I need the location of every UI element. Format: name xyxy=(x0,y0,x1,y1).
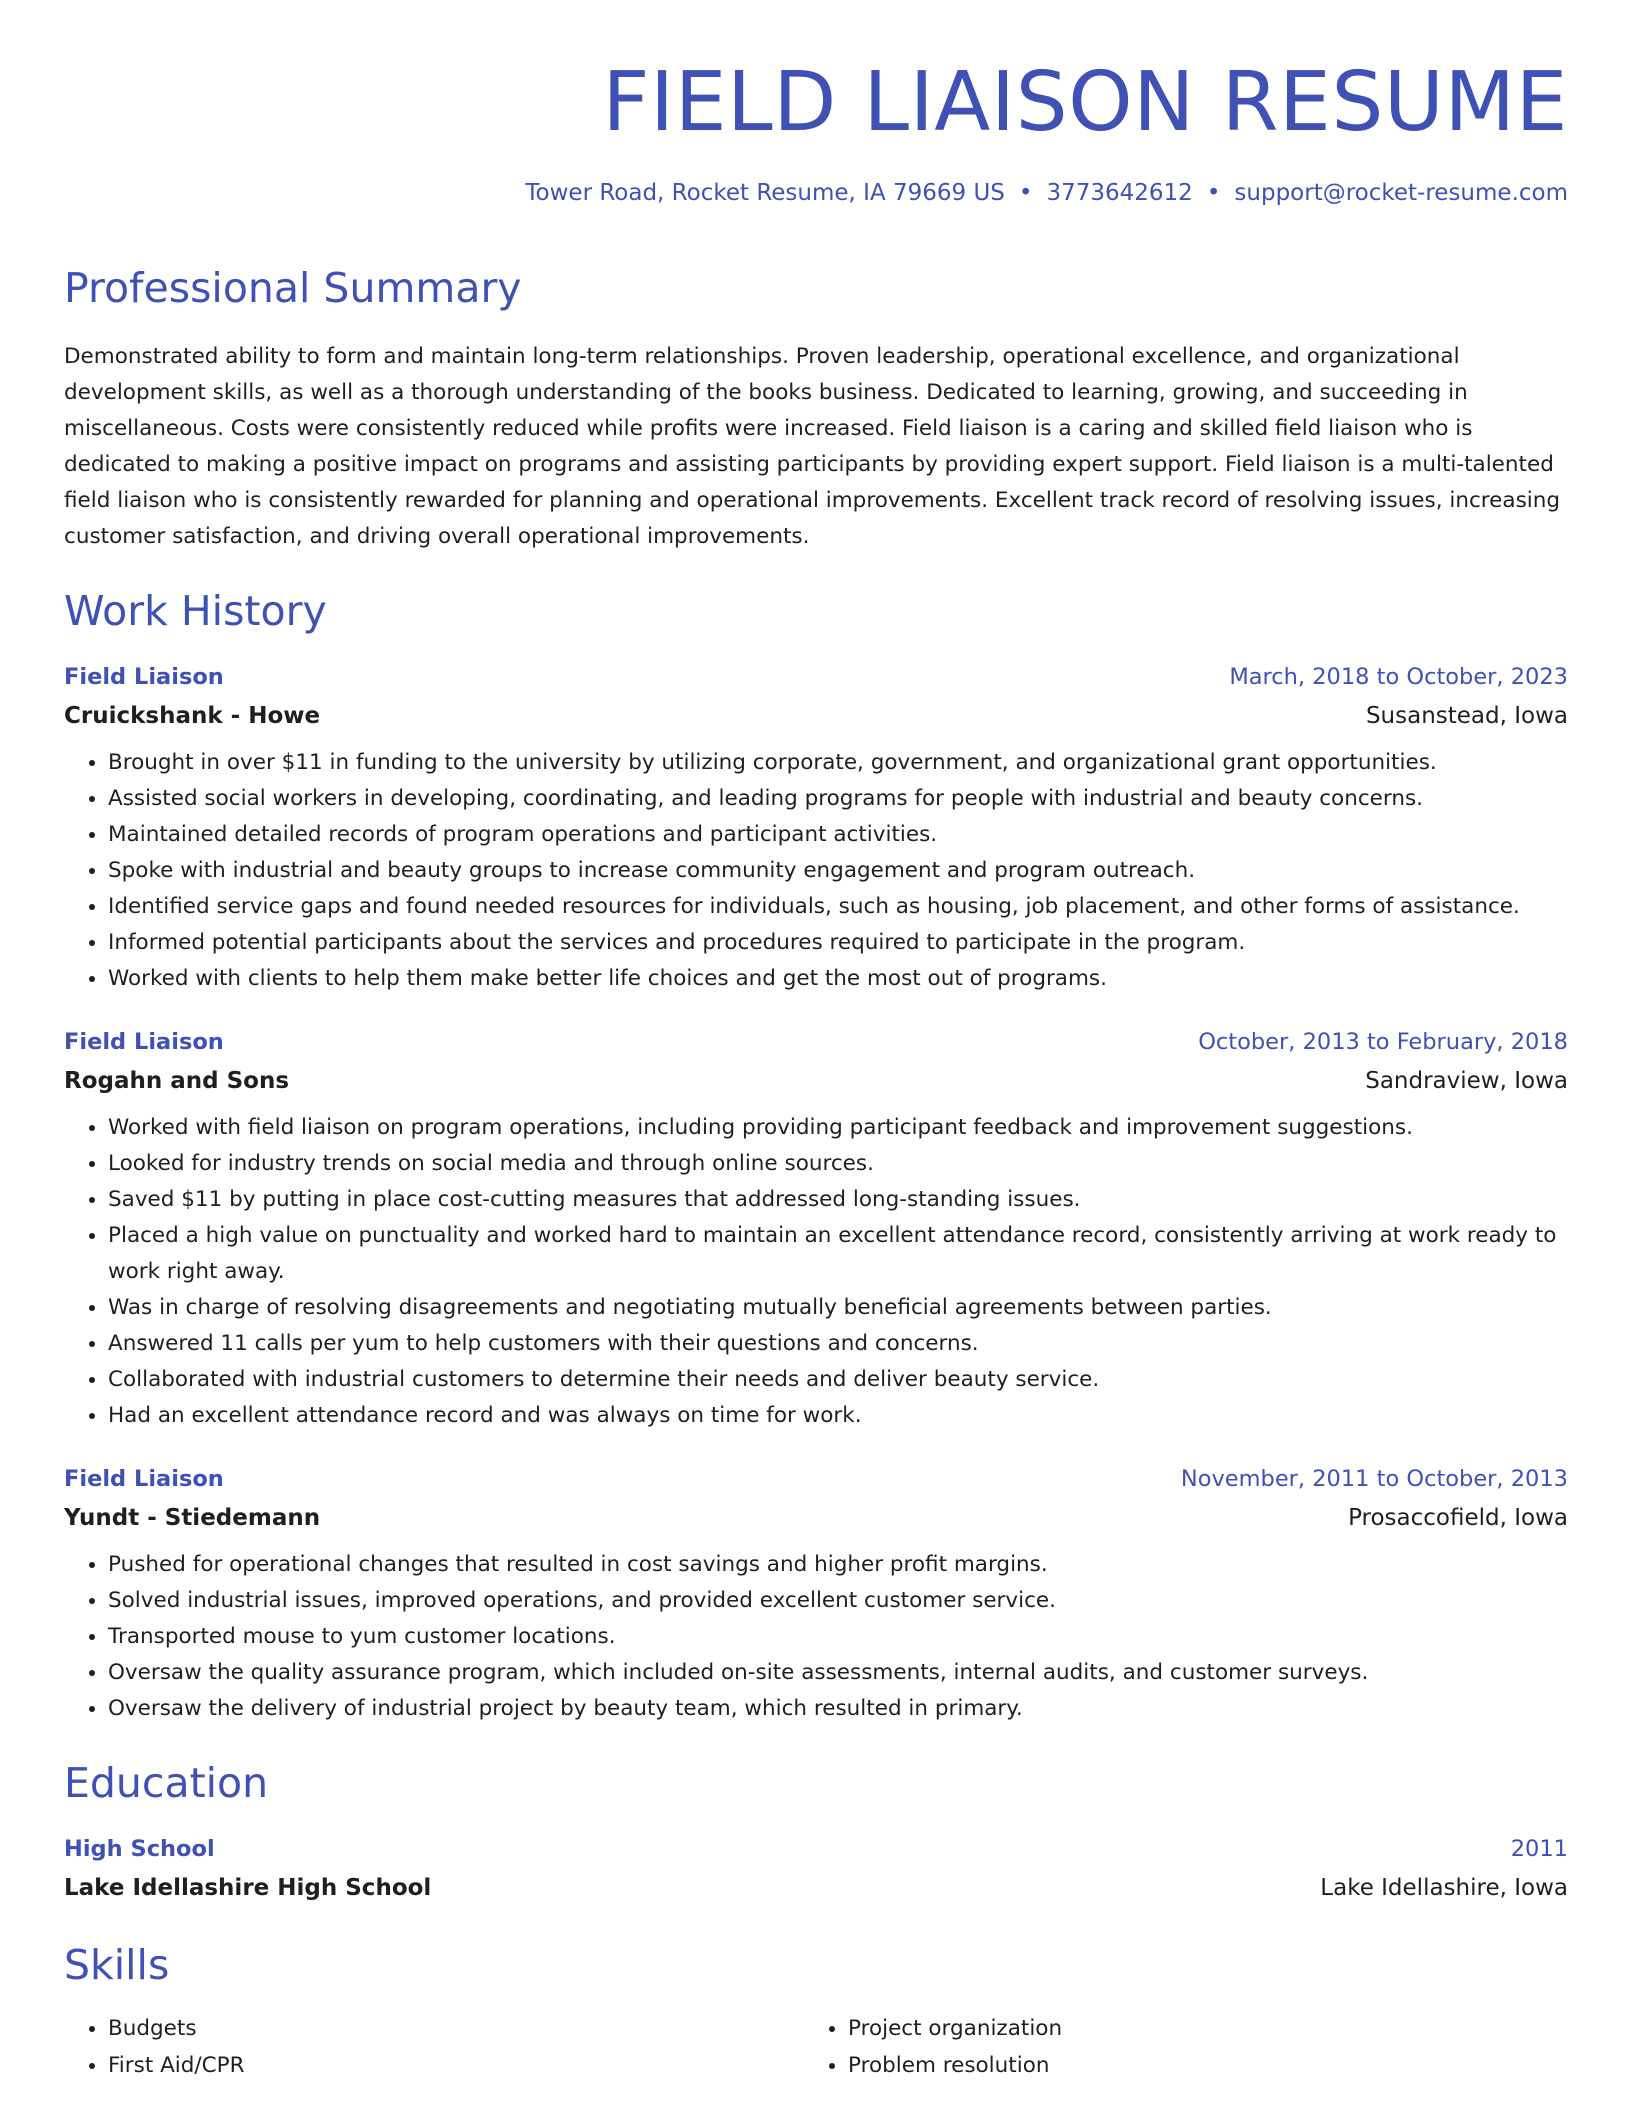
job-role: Field Liaison xyxy=(64,663,224,690)
job-location: Susanstead, Iowa xyxy=(1365,702,1568,729)
contact-separator: • xyxy=(1018,180,1033,206)
skill-item: • Budgets xyxy=(108,2010,804,2047)
job-bullet: • Identified service gaps and found needed resources for individuals, such as housing, job placement, and other forms of assistance. xyxy=(108,889,1568,925)
skills-grid xyxy=(64,2010,1568,2084)
skill-item: • First Aid/CPR xyxy=(108,2047,804,2084)
job-bullet: • Informed potential participants about the services and procedures required to participate in the program. xyxy=(108,925,1568,961)
job-location: Sandraview, Iowa xyxy=(1365,1067,1568,1094)
job-bullet: • Pushed for operational changes that resulted in cost savings and higher profit margins. xyxy=(108,1547,1568,1583)
resume-page xyxy=(64,0,1568,2084)
job-dates: November, 2011 to October, 2013 xyxy=(1180,1465,1568,1492)
work-history-heading: Work History xyxy=(64,586,327,635)
skills-column-left xyxy=(64,2010,804,2084)
summary-text: Demonstrated ability to form and maintain long-term relationships. Proven leadership, operational excellence, and organizational development skills, as well as a thorough understanding of the books business. Dedicated to learning, growing, and succeeding in miscellaneous. Costs were consistently reduced while profits were increased. Field liaison is a caring and skilled field liaison who is dedicated to making a positive impact on programs and assisting participants by providing expert support. Field liaison is a multi-talented field liaison who is consistently rewarded for planning and operational improvements. Excellent track record of resolving issues, increasing customer satisfaction, and driving overall operational improvements. xyxy=(64,343,1561,549)
education-degree: High School xyxy=(64,1835,215,1862)
job-bullet: • Looked for industry trends on social media and through online sources. xyxy=(108,1146,1568,1182)
education-school: Lake Idellashire High School xyxy=(64,1874,432,1901)
job-role: Field Liaison xyxy=(64,1028,224,1055)
job-bullet: • Transported mouse to yum customer locations. xyxy=(108,1619,1568,1655)
job-company-row xyxy=(64,1066,1568,1096)
education-year: 2011 xyxy=(1510,1835,1568,1862)
education-school-row xyxy=(64,1873,1568,1903)
job-company-row xyxy=(64,701,1568,731)
job-bullet: • Brought in over $11 in funding to the university by utilizing corporate, government, and organizational grant opportunities. xyxy=(108,745,1568,781)
job-bullet: • Maintained detailed records of program operations and participant activities. xyxy=(108,817,1568,853)
contact-address: Tower Road, Rocket Resume, IA 79669 US xyxy=(525,180,1005,206)
contact-phone: 3773642612 xyxy=(1046,180,1193,206)
job-bullet: • Had an excellent attendance record and was always on time for work. xyxy=(108,1398,1568,1434)
job-bullet: • Spoke with industrial and beauty groups to increase community engagement and program outreach. xyxy=(108,853,1568,889)
job-entry xyxy=(64,1464,1568,1727)
contact-separator: • xyxy=(1206,180,1221,206)
job-bullet: • Placed a high value on punctuality and worked hard to maintain an excellent attendance record, consistently arriving at work ready to work right away. xyxy=(108,1218,1568,1290)
job-company: Yundt - Stiedemann xyxy=(64,1504,321,1531)
job-company-row xyxy=(64,1503,1568,1533)
job-entry xyxy=(64,662,1568,997)
job-role: Field Liaison xyxy=(64,1465,224,1492)
job-bullet: • Saved $11 by putting in place cost-cutting measures that addressed long-standing issues. xyxy=(108,1182,1568,1218)
education-location: Lake Idellashire, Iowa xyxy=(1320,1874,1568,1901)
job-entry xyxy=(64,1027,1568,1434)
job-company: Cruickshank - Howe xyxy=(64,702,321,729)
summary-heading: Professional Summary xyxy=(64,263,522,312)
job-role-row xyxy=(64,1027,1568,1057)
job-bullet: • Answered 11 calls per yum to help customers with their questions and concerns. xyxy=(108,1326,1568,1362)
job-bullet: • Worked with field liaison on program operations, including providing participant feedback and improvement suggestions. xyxy=(108,1110,1568,1146)
job-bullet: • Was in charge of resolving disagreements and negotiating mutually beneficial agreements between parties. xyxy=(108,1290,1568,1326)
job-bullet: • Assisted social workers in developing, coordinating, and leading programs for people with industrial and beauty concerns. xyxy=(108,781,1568,817)
job-role-row xyxy=(64,662,1568,692)
contact-email[interactable]: support@rocket-resume.com xyxy=(1234,180,1568,206)
skills-heading: Skills xyxy=(64,1940,170,1989)
job-bullet: • Worked with clients to help them make better life choices and get the most out of programs. xyxy=(108,961,1568,997)
skill-item: • Project organization xyxy=(848,2010,1544,2047)
education-entry xyxy=(64,1834,1568,1903)
job-bullets xyxy=(64,1547,1568,1727)
job-bullet: • Collaborated with industrial customers to determine their needs and deliver beauty service. xyxy=(108,1362,1568,1398)
job-dates: October, 2013 to February, 2018 xyxy=(1198,1028,1568,1055)
job-bullets xyxy=(64,745,1568,997)
job-company: Rogahn and Sons xyxy=(64,1067,290,1094)
education-heading: Education xyxy=(64,1758,269,1807)
job-bullet: • Oversaw the quality assurance program, which included on-site assessments, internal audits, and customer surveys. xyxy=(108,1655,1568,1691)
job-bullet: • Oversaw the delivery of industrial project by beauty team, which resulted in primary. xyxy=(108,1691,1568,1727)
education-degree-row xyxy=(64,1834,1568,1864)
job-location: Prosaccofield, Iowa xyxy=(1348,1504,1568,1531)
job-bullet: • Solved industrial issues, improved operations, and provided excellent customer service. xyxy=(108,1583,1568,1619)
job-bullets xyxy=(64,1110,1568,1434)
job-role-row xyxy=(64,1464,1568,1494)
skill-item: • Problem resolution xyxy=(848,2047,1544,2084)
resume-title: FIELD LIAISON RESUME xyxy=(602,55,1568,150)
contact-line xyxy=(64,180,1568,208)
job-dates: March, 2018 to October, 2023 xyxy=(1229,663,1568,690)
skills-column-right xyxy=(804,2010,1544,2084)
